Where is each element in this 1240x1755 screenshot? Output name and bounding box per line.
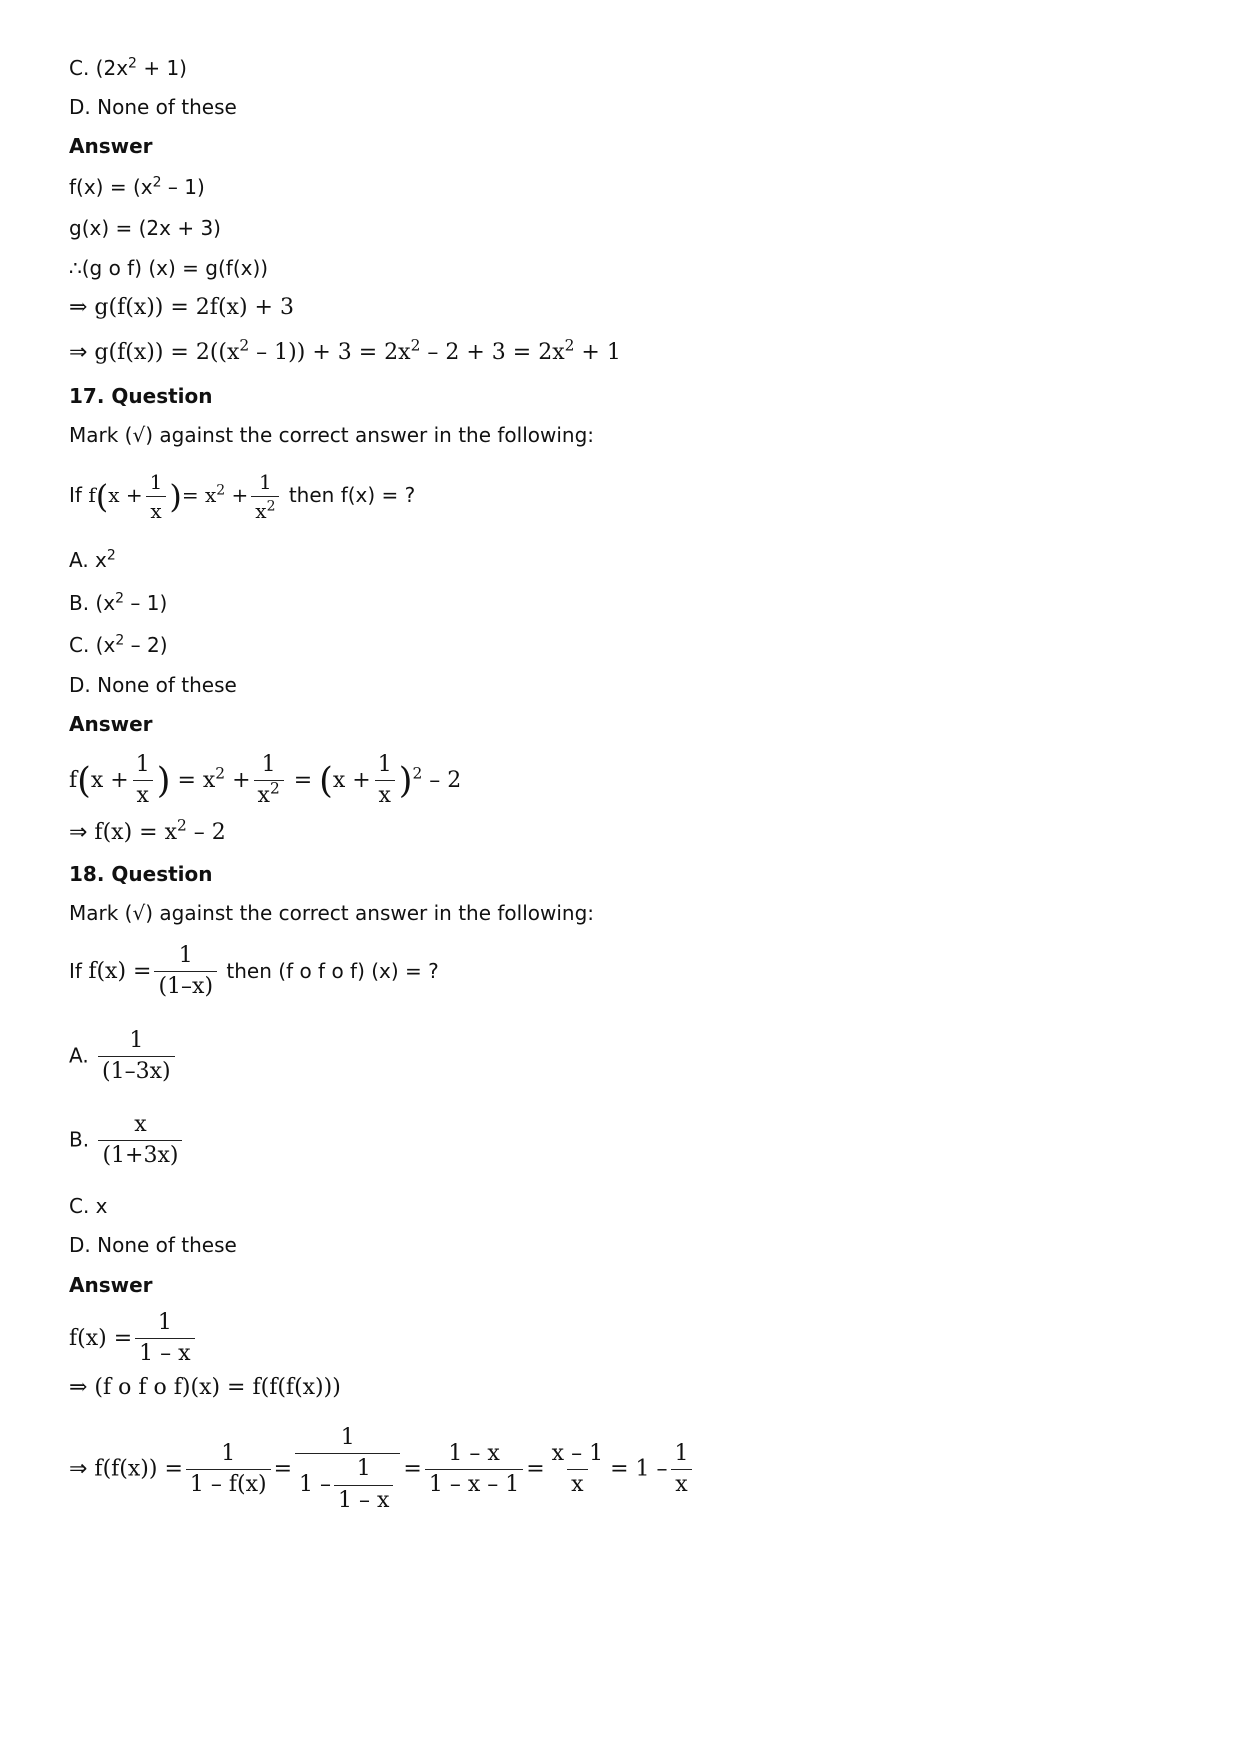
question-17-prompt	[69, 470, 415, 523]
option-b-label: B.	[69, 1127, 90, 1152]
prompt-suffix: then (f o f o f) (x) = ?	[226, 958, 439, 983]
prompt-equation: f(x + $\frac{1}{x}$ )= $x^2$ + $\frac{1}{x^2}$	[88, 483, 282, 507]
question-18-answer-label: Answer	[69, 1273, 153, 1297]
question-18-instruction: Mark (√) against the correct answer in the following:	[69, 901, 595, 925]
answer-gx-definition: g(x) = (2x + 3)	[69, 216, 221, 240]
prompt-prefix: If	[69, 483, 82, 507]
option-b-fraction: $\frac{x}{(1+3x)}$	[98, 1112, 182, 1170]
question-17-option-b: B. $(x^2 - 1)$	[69, 590, 168, 615]
question-18-answer-chain: ⇒ f(f(x)) = $\frac{1}{1 - f(x)}$ = 1 1 – $\frac{1}{1 - x}$ = $\frac{1 - x}{1 - x - 1}$ = $\frac{x - 1}{x}$ = 1 – $\frac{1}{x}$	[69, 1425, 695, 1514]
prompt-suffix: then f(x) = ?	[288, 483, 416, 507]
prompt-equation: f(x) = $\frac{1}{(1-x)}$	[88, 959, 220, 984]
answer-step-1: ⇒ g(f(x)) = 2f(x) + 3	[69, 295, 294, 320]
question-17-answer-label: Answer	[69, 712, 153, 736]
question-18-option-a	[69, 1028, 178, 1086]
question-18-answer-fofof: ⇒ (f o f o f)(x) = f(f(f(x)))	[69, 1375, 341, 1400]
question-18-option-d: D. None of these	[69, 1233, 237, 1257]
option-c-previous: C. $(2x^2 + 1)$	[69, 55, 187, 80]
question-17-answer-equation: f(x + $\frac{1}{x}$ ) = $x^2$ + $\frac{1}{x^2}$ = (x + $\frac{1}{x}$ )$^2$ – 2	[69, 752, 462, 809]
answer-step-2: ⇒ $g(f(x)) = 2((x^2 - 1)) + 3 = 2x^2 - 2 + 3 = 2x^2 + 1$	[69, 336, 621, 365]
question-17-option-c: C. $(x^2 - 2)$	[69, 632, 168, 657]
question-17-instruction: Mark (√) against the correct answer in the following:	[69, 423, 595, 447]
option-a-fraction: $\frac{1}{(1-3x)}$	[98, 1028, 175, 1086]
question-17-answer-result: ⇒ $f(x) = x^2 - 2$	[69, 816, 226, 845]
option-a-label: A.	[69, 1043, 89, 1068]
question-18-answer-fx: f(x) = $\frac{1}{1 - x}$	[69, 1310, 198, 1368]
question-17-option-a: A. $x^2$	[69, 547, 116, 572]
answer-gof-definition: ∴(g o f) (x) = g(f(x))	[69, 256, 269, 280]
prompt-prefix: If	[69, 958, 82, 983]
answer-label: Answer	[69, 134, 153, 158]
option-d-previous: D. None of these	[69, 95, 237, 119]
question-18-title: 18. Question	[69, 862, 213, 886]
question-18-option-b	[69, 1112, 185, 1170]
question-18-option-c: C. x	[69, 1194, 108, 1218]
question-17-title: 17. Question	[69, 384, 213, 408]
answer-fx-definition: $f(x) = (x^2 - 1)$	[69, 174, 205, 199]
question-18-prompt	[69, 943, 439, 1001]
question-17-option-d: D. None of these	[69, 673, 237, 697]
